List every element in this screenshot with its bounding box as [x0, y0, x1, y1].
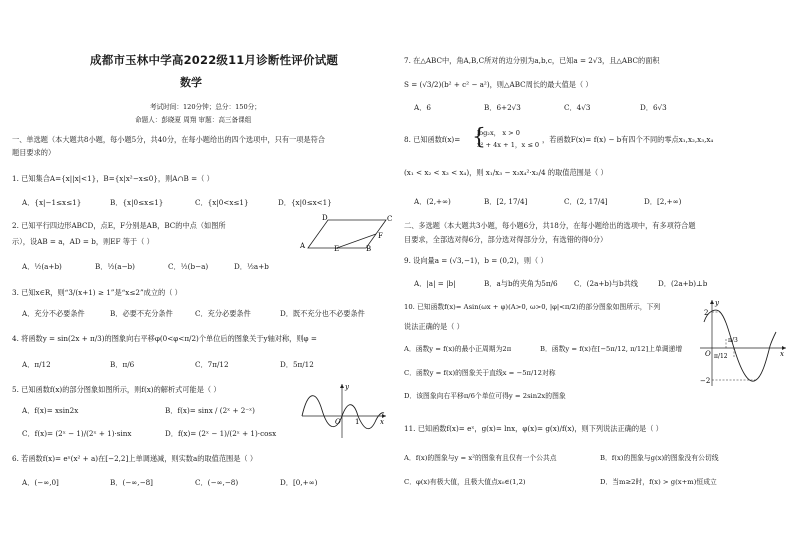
q1-stem: 1. 已知集合A={x||x|<1}，B={x|x²−x≤0}，则A∩B =（ ） — [12, 174, 214, 183]
section1-heading-cont: 题目要求的） — [12, 148, 56, 157]
q9-option-d: D．(2a+b)⊥b — [658, 279, 708, 288]
q2-option-c: C．½(b−a) — [168, 262, 209, 271]
q10-stem: 10. 已知函数f(x)= Asin(ωx + φ)(A>0, ω>0, |φ|<π/2)的部分图象如图所示，下列 — [404, 303, 661, 311]
q5-function-figure — [298, 380, 390, 440]
q5-origin-label: O — [335, 418, 341, 426]
staff-info: 命题人：彭晓夏 周翔 审题：高三备课组 — [135, 116, 252, 124]
q4-stem: 4. 将函数y = sin(2x + π/3)的图象向右平移φ(0<φ<π/2)个单位后的图象关于y轴对称，则φ = — [12, 334, 317, 343]
q10-tick-pi3: π/3 — [728, 337, 738, 344]
q9-option-a: A．|a| = |b| — [414, 279, 456, 288]
q10-y-min-label: −2 — [700, 377, 711, 385]
q2-stem: 2. 已知平行四边形ABCD，点E，F分别是AB，BC的中点（如图所 — [12, 221, 226, 230]
q7-stem: 7. 在△ABC中，角A,B,C所对的边分别为a,b,c，已知a = 2√3，且△ABC的面积 — [404, 56, 660, 65]
q11-option-a: A．f(x)的图象与y = x²的图象有且仅有一个公共点 — [404, 454, 557, 462]
q8-stem-head: 8. 已知函数f(x)= — [404, 135, 461, 144]
q3-option-c: C．充分必要条件 — [195, 309, 251, 318]
q5-axis-x-label: x — [380, 418, 384, 426]
section2-heading-cont: 目要求，全部选对得6分，部分选对得部分分，有选错的得0分） — [404, 235, 608, 244]
q11-stem: 11. 已知函数f(x)= eˣ，g(x)= lnx，φ(x)= g(x)/f(x)，则下列说法正确的是（ ） — [404, 424, 663, 433]
q10-stem-cont: 说法正确的是（ ） — [404, 322, 464, 331]
q4-option-c: C．7π/12 — [195, 360, 229, 369]
q6-option-c: C．(−∞,−8) — [195, 478, 239, 487]
q2-label-b: B — [366, 245, 372, 252]
q9-option-b: B．a与b的夹角为5π/6 — [484, 279, 558, 288]
q4-option-a: A．π/12 — [22, 360, 51, 369]
q10-option-a: A．函数y = f(x)的最小正周期为2π — [404, 345, 512, 353]
q6-option-a: A．(−∞,0] — [22, 478, 59, 487]
q8-option-a: A．(2,+∞) — [414, 197, 451, 206]
q10-y-max-label: 2 — [704, 309, 709, 317]
q8-option-b: B．[2, 17/4] — [484, 197, 528, 206]
q11-option-b: B．f(x)的图象与g(x)的图象没有公切线 — [600, 454, 719, 462]
q5-stem: 5. 已知函数f(x)的部分图象如图所示，则f(x)的解析式可能是（ ） — [12, 385, 221, 394]
right-column — [400, 0, 794, 553]
q7-option-b: B．6+2√3 — [484, 103, 521, 112]
q4-option-b: B．π/6 — [110, 360, 135, 369]
section1-heading: 一、单选题（本大题共8小题，每小题5分，共40分，在每小题给出的四个选项中，只有一项是符合 — [12, 135, 325, 144]
q1-option-b: B．{x|0≤x≤1} — [110, 198, 164, 207]
q7-option-d: D．6√3 — [640, 103, 667, 112]
q1-option-c: C．{x|0<x≤1} — [195, 198, 249, 207]
q10-axis-y-label: y — [715, 299, 719, 307]
q2-label-a: A — [300, 242, 306, 250]
q10-sine-figure — [698, 296, 790, 388]
q8-piece-2: x² + 4x + 1，x ≤ 0 — [477, 141, 540, 149]
q5-option-c: C．f(x)= (2ˣ − 1)/(2ˣ + 1)·sinx — [22, 429, 132, 438]
q2-label-e: E — [334, 245, 340, 252]
q2-parallelogram-figure — [298, 212, 398, 252]
q2-stem-cont: 示），设AB = a，AD = b，则EF 等于（ ） — [12, 237, 154, 246]
q8-stem-tail: ，若函数F(x)= f(x) − b有四个不同的零点x₁,x₂,x₃,x₄ — [542, 135, 714, 144]
q5-option-b: B．f(x)= sinx / (2ˣ + 2⁻ˣ) — [165, 406, 255, 415]
q10-tick-pi12: π/12 — [714, 353, 728, 360]
q8-stem-cont: (x₁ < x₂ < x₃ < x₄)，则 x₁/x₃ − x₃x₄²·x₂/4 的取值范围是（ ） — [404, 168, 608, 177]
q10-option-c: C．函数y = f(x)的图象关于直线x = −5π/12对称 — [404, 369, 556, 377]
exam-title: 成都市玉林中学高2022级11月诊断性评价试题 — [90, 53, 339, 67]
q2-label-d: D — [322, 214, 328, 222]
q6-stem: 6. 若函数f(x)= eˣ(x² + a)在[−2,2]上单调递减，则实数a的取值范围是（ ） — [12, 454, 258, 463]
q8-brace: { — [472, 125, 486, 150]
q10-origin-label: O — [705, 350, 711, 358]
q2-label-f: F — [378, 232, 383, 240]
q2-option-b: B．½(a−b) — [95, 262, 135, 271]
q1-option-a: A．{x|−1≤x≤1} — [22, 198, 82, 207]
q5-axis-y-label: y — [345, 383, 349, 391]
section2-heading: 二、多选题（本大题共3小题，每小题6分，共18分，在每小题给出的选项中，有多项符合题 — [404, 221, 696, 230]
q3-option-d: D．既不充分也不必要条件 — [280, 309, 365, 318]
q5-tick-label: 1 — [355, 418, 360, 426]
q11-option-d: D．当m≥2时，f(x) > g(x+m)恒成立 — [600, 478, 717, 486]
q8-option-c: C．(2, 17/4] — [564, 197, 608, 206]
q11-option-c: C．φ(x)有极大值，且极大值点x₀∈(1,2) — [404, 478, 526, 486]
q7-option-c: C．4√3 — [564, 103, 591, 112]
q10-axis-x-label: x — [780, 350, 784, 358]
q3-stem: 3. 已知x∈R，则“3/(x+1) ≥ 1”是“x≤2”成立的（ ） — [12, 288, 182, 297]
q7-option-a: A．6 — [414, 103, 431, 112]
q7-stem-cont: S = (√3/2)(b² + c² − a²)，则△ABC周长的最大值是（ ） — [404, 80, 593, 89]
q8-option-d: D．[2,+∞) — [644, 197, 682, 206]
q8-piece-1: log₂x， x > 0 — [477, 129, 520, 137]
q2-option-d: D．½a+b — [234, 262, 269, 271]
exam-info: 考试时间：120分钟；总分：150分； — [150, 103, 261, 111]
q1-option-d: D．{x|0≤x<1} — [278, 198, 332, 207]
q5-option-d: D．f(x)= (2ˣ − 1)/(2ˣ + 1)·cosx — [165, 429, 277, 438]
q3-option-a: A．充分不必要条件 — [22, 309, 85, 318]
q6-option-d: D．[0,+∞) — [280, 478, 318, 487]
q5-option-a: A．f(x)= xsin2x — [22, 406, 79, 415]
q3-option-b: B．必要不充分条件 — [110, 309, 173, 318]
q9-option-c: C．(2a+b)与b共线 — [574, 279, 638, 288]
q4-option-d: D．5π/12 — [280, 360, 314, 369]
q10-option-d: D．该图象向右平移π/6个单位可得y = 2sin2x的图象 — [404, 392, 566, 400]
q6-option-b: B．(−∞,−8] — [110, 478, 153, 487]
q10-option-b: B．函数y = f(x)在[−5π/12, π/12]上单调递增 — [540, 345, 683, 353]
q2-option-a: A．½(a+b) — [22, 262, 62, 271]
subject-title: 数学 — [180, 76, 202, 89]
q9-stem: 9. 设向量a = (√3,−1)，b = (0,2)，则（ ） — [404, 256, 548, 265]
q2-label-c: C — [387, 215, 393, 223]
